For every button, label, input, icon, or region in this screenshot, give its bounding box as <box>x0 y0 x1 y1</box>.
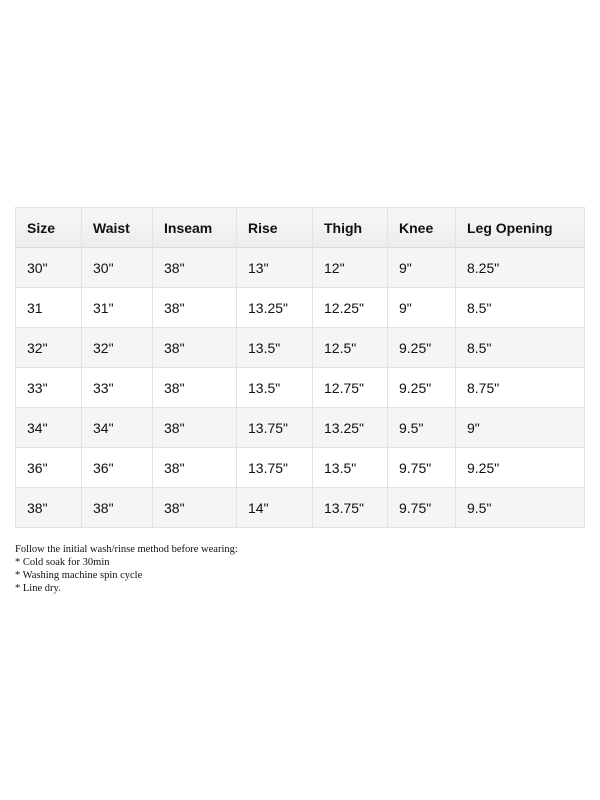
cell-waist: 30" <box>82 248 153 288</box>
cell-inseam: 38" <box>153 368 237 408</box>
table-row <box>16 248 585 288</box>
table-row <box>16 328 585 368</box>
cell-knee: 9.5" <box>388 408 456 448</box>
cell-waist: 31" <box>82 288 153 328</box>
cell-knee: 9.75" <box>388 488 456 528</box>
care-step: * Line dry. <box>15 583 61 594</box>
cell-size: 32" <box>16 328 82 368</box>
cell-size: 36" <box>16 448 82 488</box>
cell-thigh: 12.75" <box>313 368 388 408</box>
care-instructions <box>15 543 238 595</box>
cell-inseam: 38" <box>153 288 237 328</box>
cell-knee: 9" <box>388 248 456 288</box>
header-waist: Waist <box>82 208 153 248</box>
cell-inseam: 38" <box>153 488 237 528</box>
cell-thigh: 13.5" <box>313 448 388 488</box>
cell-size: 34" <box>16 408 82 448</box>
table-row <box>16 368 585 408</box>
cell-leg-opening: 9" <box>456 408 585 448</box>
cell-rise: 13.75" <box>237 448 313 488</box>
cell-leg-opening: 8.5" <box>456 328 585 368</box>
cell-waist: 36" <box>82 448 153 488</box>
cell-rise: 13" <box>237 248 313 288</box>
header-leg-opening: Leg Opening <box>456 208 585 248</box>
cell-inseam: 38" <box>153 328 237 368</box>
cell-thigh: 13.75" <box>313 488 388 528</box>
care-step: * Cold soak for 30min <box>15 557 110 568</box>
cell-waist: 32" <box>82 328 153 368</box>
cell-thigh: 12" <box>313 248 388 288</box>
cell-waist: 34" <box>82 408 153 448</box>
cell-rise: 14" <box>237 488 313 528</box>
cell-knee: 9.25" <box>388 328 456 368</box>
cell-thigh: 13.25" <box>313 408 388 448</box>
care-step: * Washing machine spin cycle <box>15 570 143 581</box>
cell-inseam: 38" <box>153 448 237 488</box>
cell-leg-opening: 8.25" <box>456 248 585 288</box>
cell-knee: 9.25" <box>388 368 456 408</box>
cell-size: 31 <box>16 288 82 328</box>
table-row <box>16 488 585 528</box>
header-size: Size <box>16 208 82 248</box>
cell-thigh: 12.5" <box>313 328 388 368</box>
cell-waist: 33" <box>82 368 153 408</box>
cell-rise: 13.75" <box>237 408 313 448</box>
cell-rise: 13.5" <box>237 368 313 408</box>
cell-leg-opening: 9.25" <box>456 448 585 488</box>
size-chart-table <box>15 207 585 528</box>
cell-knee: 9.75" <box>388 448 456 488</box>
header-inseam: Inseam <box>153 208 237 248</box>
table-row <box>16 448 585 488</box>
cell-size: 30" <box>16 248 82 288</box>
cell-size: 38" <box>16 488 82 528</box>
header-rise: Rise <box>237 208 313 248</box>
cell-size: 33" <box>16 368 82 408</box>
cell-rise: 13.5" <box>237 328 313 368</box>
header-knee: Knee <box>388 208 456 248</box>
cell-inseam: 38" <box>153 248 237 288</box>
table-header-row <box>16 208 585 248</box>
cell-knee: 9" <box>388 288 456 328</box>
cell-leg-opening: 8.75" <box>456 368 585 408</box>
table-row <box>16 408 585 448</box>
table-row <box>16 288 585 328</box>
cell-waist: 38" <box>82 488 153 528</box>
cell-rise: 13.25" <box>237 288 313 328</box>
care-intro: Follow the initial wash/rinse method before wearing: <box>15 544 238 555</box>
cell-leg-opening: 9.5" <box>456 488 585 528</box>
header-thigh: Thigh <box>313 208 388 248</box>
cell-thigh: 12.25" <box>313 288 388 328</box>
cell-leg-opening: 8.5" <box>456 288 585 328</box>
cell-inseam: 38" <box>153 408 237 448</box>
